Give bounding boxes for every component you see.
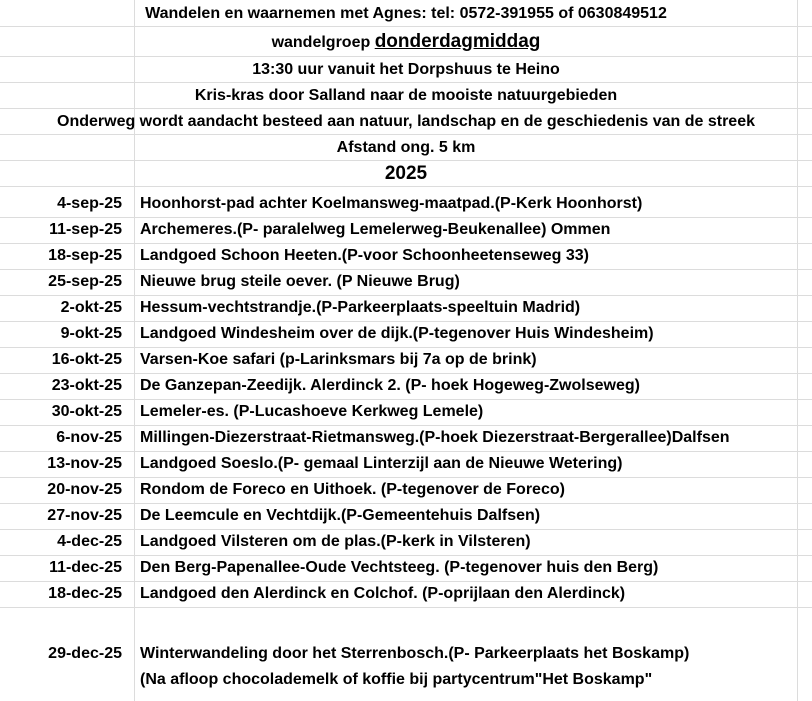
schedule-row [0, 503, 812, 529]
schedule-row [0, 555, 812, 581]
schedule-row [0, 295, 812, 321]
walk-description: De Ganzepan-Zeedijk. Alerdinck 2. (P- hoek Hogeweg-Zwolseweg) [140, 377, 640, 394]
walk-date: 11-sep-25 [49, 221, 122, 238]
schedule-row [0, 217, 812, 243]
walk-description: Lemeler-es. (P-Lucashoeve Kerkweg Lemele) [140, 403, 484, 420]
walk-description: Varsen-Koe safari (p-Larinksmars bij 7a op de brink) [140, 351, 537, 368]
walk-description: Den Berg-Papenallee-Oude Vechtsteeg. (P-tegenover huis den Berg) [140, 559, 659, 576]
schedule-row [0, 529, 812, 555]
distance-line: Afstand ong. 5 km [336, 139, 476, 156]
walk-description: Nieuwe brug steile oever. (P Nieuwe Brug) [140, 273, 460, 290]
walk-date: 29-dec-25 [48, 645, 122, 662]
walk-date: 20-nov-25 [47, 481, 122, 498]
walk-date: 11-dec-25 [49, 559, 122, 576]
walk-description: Rondom de Foreco en Uithoek. (P-tegenover de Foreco) [140, 481, 565, 498]
schedule-row [0, 347, 812, 373]
walk-date: 25-sep-25 [48, 273, 122, 290]
schedule-row [0, 399, 812, 425]
schedule-row [0, 581, 812, 607]
walk-date: 30-okt-25 [51, 403, 122, 420]
schedule-row [0, 191, 812, 217]
walk-description: Landgoed Vilsteren om de plas.(P-kerk in Vilsteren) [140, 533, 531, 550]
schedule-row [0, 321, 812, 347]
walk-description: Millingen-Diezerstraat-Rietmansweg.(P-hoek Diezerstraat-Bergerallee)Dalfsen [140, 429, 730, 446]
walk-description: (Na afloop chocolademelk of koffie bij partycentrum"Het Boskamp" [140, 671, 653, 688]
walk-date: 6-nov-25 [56, 429, 122, 446]
year-heading: 2025 [384, 163, 428, 184]
walk-description: Landgoed Schoon Heeten.(P-voor Schoonheetenseweg 33) [140, 247, 589, 264]
group-name: donderdagmiddag [374, 31, 541, 52]
schedule-row [0, 269, 812, 295]
walk-date: 18-dec-25 [48, 585, 122, 602]
schedule-row [0, 667, 812, 693]
walk-date: 9-okt-25 [60, 325, 122, 342]
schedule-row [0, 243, 812, 269]
walk-date: 16-okt-25 [51, 351, 122, 368]
schedule-row [0, 451, 812, 477]
schedule-row [0, 477, 812, 503]
group-prefix: wandelgroep [271, 34, 375, 51]
contact-line: Wandelen en waarnemen met Agnes: tel: 0572-391955 of 0630849512 [145, 5, 667, 22]
walk-description: Archemeres.(P- paralelweg Lemelerweg-Beukenallee) Ommen [140, 221, 611, 238]
route-line: Kris-kras door Salland naar de mooiste natuurgebieden [194, 87, 618, 104]
schedule-row [0, 373, 812, 399]
walk-date: 23-okt-25 [51, 377, 122, 394]
walk-description: Hessum-vechtstrandje.(P-Parkeerplaats-speeltuin Madrid) [140, 299, 581, 316]
schedule-row [0, 425, 812, 451]
focus-line: Onderweg wordt aandacht besteed aan natuur, landschap en de geschiedenis van de streek [57, 113, 755, 130]
walk-description: De Leemcule en Vechtdijk.(P-Gemeentehuis Dalfsen) [140, 507, 541, 524]
walk-description: Landgoed den Alerdinck en Colchof. (P-oprijlaan den Alerdinck) [140, 585, 626, 602]
schedule-row [0, 641, 812, 667]
schedule-row [0, 607, 812, 633]
walk-date: 18-sep-25 [48, 247, 122, 264]
walk-date: 4-dec-25 [57, 533, 122, 550]
start-time-line: 13:30 uur vanuit het Dorpshuus te Heino [252, 61, 560, 78]
walk-description: Landgoed Windesheim over de dijk.(P-tegenover Huis Windesheim) [140, 325, 654, 342]
walk-date: 2-okt-25 [60, 299, 122, 316]
walk-date: 27-nov-25 [47, 507, 122, 524]
walk-description: Landgoed Soeslo.(P- gemaal Linterzijl aan de Nieuwe Wetering) [140, 455, 623, 472]
walk-date: 4-sep-25 [57, 195, 122, 212]
group-line [0, 29, 812, 55]
walk-description: Winterwandeling door het Sterrenbosch.(P- Parkeerplaats het Boskamp) [140, 645, 690, 662]
walk-date: 13-nov-25 [47, 455, 122, 472]
walk-description: Hoonhorst-pad achter Koelmansweg-maatpad.(P-Kerk Hoonhorst) [140, 195, 643, 212]
